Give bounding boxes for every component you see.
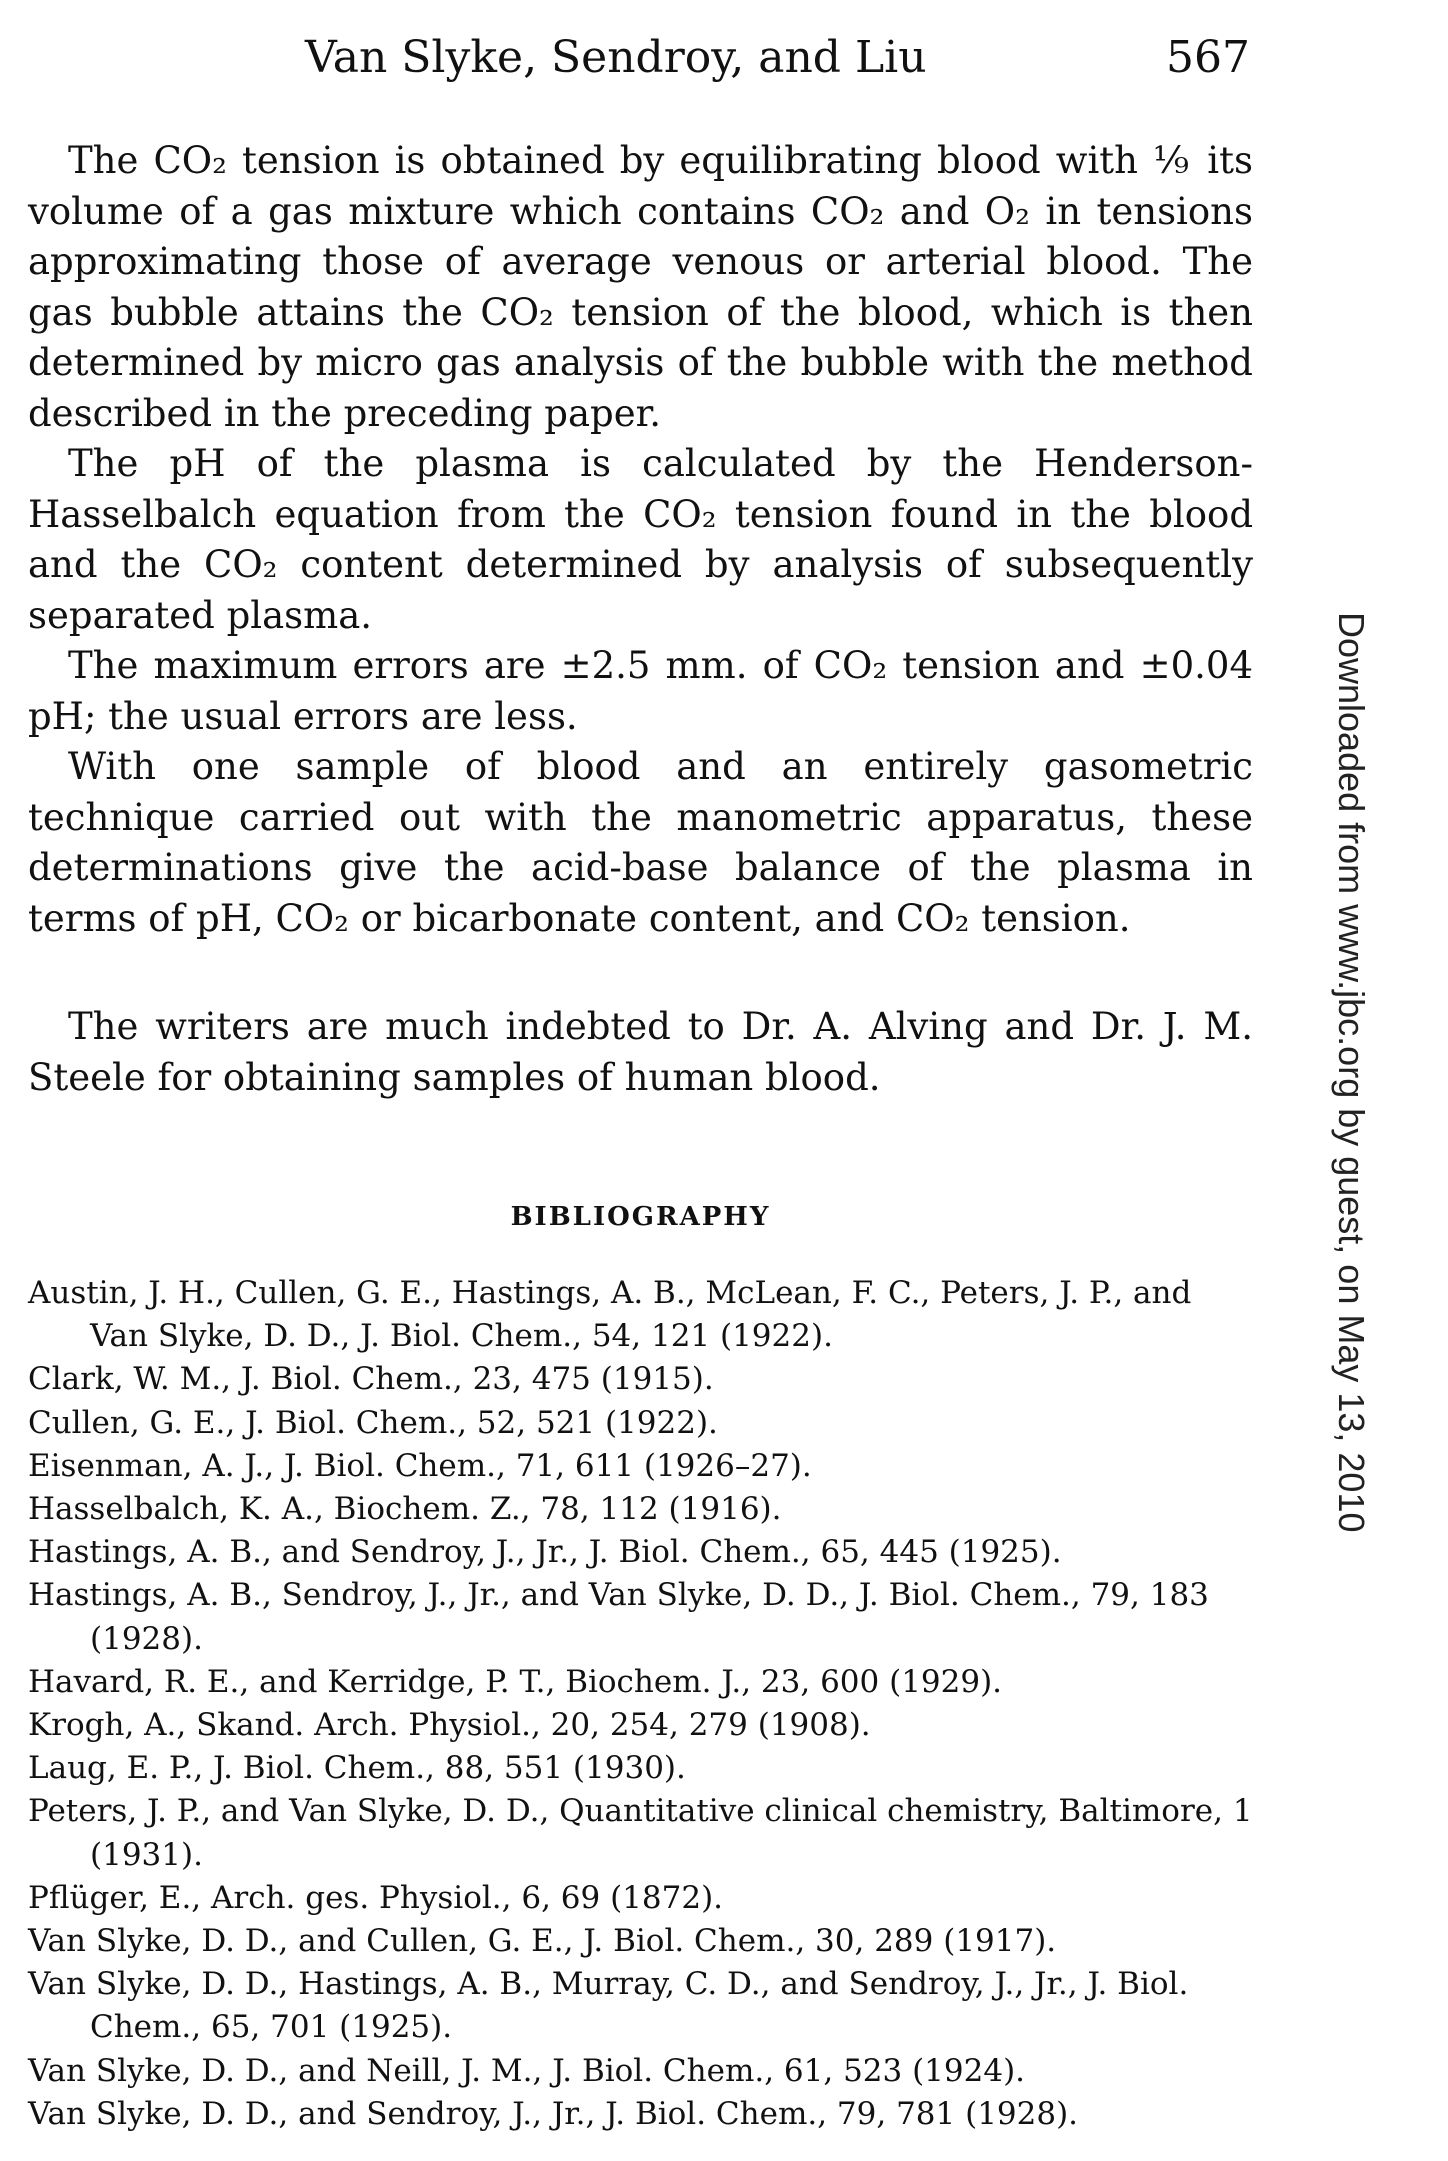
bibliography-entry: Peters, J. P., and Van Slyke, D. D., Quantitative clinical chemistry, Baltimore, 1 (1931). bbox=[28, 1793, 1253, 1873]
bibliography-entry: Krogh, A., Skand. Arch. Physiol., 20, 254, 279 (1908). bbox=[28, 1707, 871, 1744]
body-text bbox=[28, 136, 1253, 1103]
page-number: 567 bbox=[1166, 32, 1250, 83]
bibliography-entry: Clark, W. M., J. Biol. Chem., 23, 475 (1915). bbox=[28, 1361, 714, 1398]
bibliography-entry: Austin, J. H., Cullen, G. E., Hastings, A. B., McLean, F. C., Peters, J. P., and Van Slyke, D. D., J. Biol. Chem., 54, 121 (1922). bbox=[28, 1275, 1192, 1355]
bibliography-entry: Van Slyke, D. D., and Neill, J. M., J. Biol. Chem., 61, 523 (1924). bbox=[28, 2052, 1026, 2089]
bibliography-entry: Van Slyke, D. D., and Sendroy, J., Jr., J. Biol. Chem., 79, 781 (1928). bbox=[28, 2095, 1079, 2132]
bibliography-entry: Eisenman, A. J., J. Biol. Chem., 71, 611 (1926–27). bbox=[28, 1447, 812, 1484]
bibliography-list bbox=[28, 1272, 1253, 2136]
download-notice: Downloaded from www.jbc.org by guest, on May 13, 2010 bbox=[1331, 612, 1372, 1533]
bibliography-entry: Hasselbalch, K. A., Biochem. Z., 78, 112 (1916). bbox=[28, 1491, 782, 1528]
acknowledgment: The writers are much indebted to Dr. A. Alving and Dr. J. M. Steele for obtaining samples of human blood. bbox=[28, 1005, 1253, 1099]
paragraph-co2-tension: The CO₂ tension is obtained by equilibrating blood with ⅑ its volume of a gas mixture which contains CO₂ and O₂ in tensions approximating those of average venous or arterial blood. The gas bubble attains the CO₂ tension of the blood, which is then determined by micro gas analysis of the bubble with the method described in the preceding paper. bbox=[28, 139, 1253, 435]
bibliography-entry: Van Slyke, D. D., Hastings, A. B., Murray, C. D., and Sendroy, J., Jr., J. Biol. Chem., 65, 701 (1925). bbox=[28, 1966, 1189, 2046]
bibliography-entry: Van Slyke, D. D., and Cullen, G. E., J. Biol. Chem., 30, 289 (1917). bbox=[28, 1923, 1057, 1960]
paragraph-ph-calculation: The pH of the plasma is calculated by the Henderson-Hasselbalch equation from the CO₂ tension found in the blood and the CO₂ content determined by analysis of subsequently separated plasma. bbox=[28, 442, 1253, 637]
paragraph-maximum-errors: The maximum errors are ±2.5 mm. of CO₂ tension and ±0.04 pH; the usual errors are less. bbox=[28, 644, 1253, 738]
bibliography-entry: Cullen, G. E., J. Biol. Chem., 52, 521 (1922). bbox=[28, 1404, 718, 1441]
bibliography-entry: Hastings, A. B., and Sendroy, J., Jr., J. Biol. Chem., 65, 445 (1925). bbox=[28, 1534, 1062, 1571]
bibliography-heading: BIBLIOGRAPHY bbox=[510, 1202, 771, 1232]
bibliography-entry: Laug, E. P., J. Biol. Chem., 88, 551 (1930). bbox=[28, 1750, 686, 1787]
bibliography-entry: Pflüger, E., Arch. ges. Physiol., 6, 69 (1872). bbox=[28, 1879, 724, 1916]
bibliography-entry: Hastings, A. B., Sendroy, J., Jr., and Van Slyke, D. D., J. Biol. Chem., 79, 183 (1928). bbox=[28, 1577, 1209, 1657]
bibliography-entry: Havard, R. E., and Kerridge, P. T., Biochem. J., 23, 600 (1929). bbox=[28, 1663, 1003, 1700]
running-head-authors: Van Slyke, Sendroy, and Liu bbox=[305, 32, 927, 83]
paragraph-acid-base-balance: With one sample of blood and an entirely gasometric technique carried out with the manometric apparatus, these determinations give the acid-base balance of the plasma in terms of pH, CO₂ or bicarbonate content, and CO₂ tension. bbox=[28, 745, 1253, 940]
